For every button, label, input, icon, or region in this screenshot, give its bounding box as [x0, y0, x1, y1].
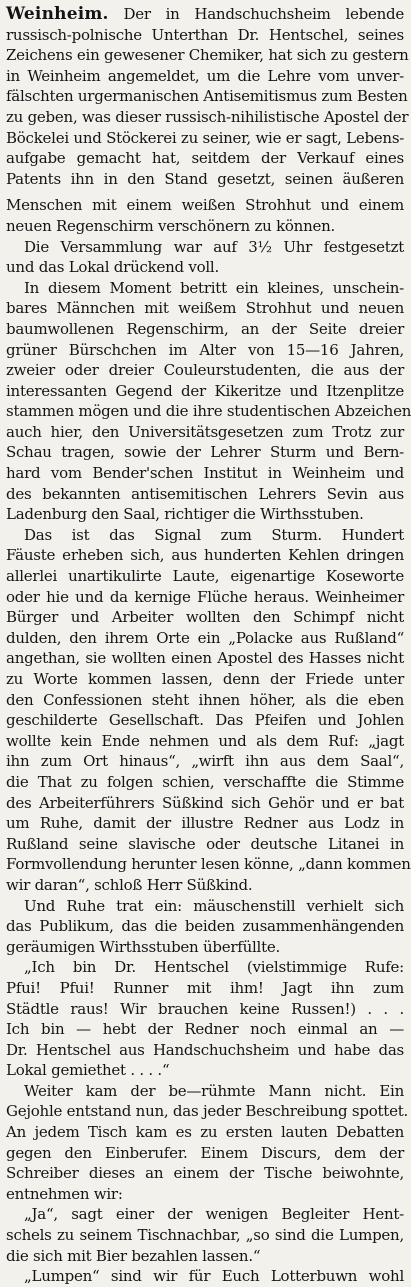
- text-line: Lokal gemiethet . . . .“: [6, 1061, 170, 1080]
- text-line: neuen Regenschirm verschönern zu können.: [6, 216, 336, 235]
- text-line: stammen mögen und die ihre studentischen Abzeichen: [6, 402, 411, 421]
- text-line: baumwollenen Regenschirm, an der Seite dreier: [6, 319, 404, 338]
- text-line: den Confessionen steht ihnen höher, als die eben: [6, 690, 404, 709]
- text-line: Gejohle entstand nun, das jeder Beschreibung spottet.: [6, 1102, 408, 1121]
- text-line: „Lumpen“ sind wir für Euch Lotterbuwn wohl: [24, 1267, 404, 1286]
- text-line: Schau tragen, sowie der Lehrer Sturm und Bern-: [6, 443, 404, 462]
- text-line: Weiter kam der be—rühmte Mann nicht. Ein: [24, 1081, 404, 1100]
- text-line: Patents ihn in den Stand gesetzt, seinen äußeren: [6, 169, 404, 188]
- text-line: Rußland seine slavische oder deutsche Litanei in: [6, 834, 404, 853]
- text-line: An jedem Tisch kam es zu ersten lauten Debatten: [6, 1123, 404, 1142]
- text-line: um Ruhe, damit der illustre Redner aus Lodz in: [6, 814, 404, 833]
- text-line: allerlei unartikulirte Laute, eigenartige Koseworte: [6, 567, 404, 586]
- text-line: bares Männchen mit weißem Strohhut und neuen: [6, 299, 404, 318]
- text-line: zu Worte kommen lassen, denn der Friede unter: [6, 670, 404, 688]
- text-line: „Ich bin Dr. Hentschel (vielstimmige Rufe:: [24, 958, 404, 977]
- text-line: Ladenburg den Saal, richtiger die Wirthsstuben.: [6, 505, 364, 524]
- text-line: in Weinheim angemeldet, um die Lehre vom unver-: [6, 66, 404, 85]
- text-line: ihn zum Ort hinaus“, „wirft ihn aus dem Saal“,: [6, 752, 404, 771]
- paragraph-1: [6, 4, 409, 189]
- paragraph-5: [6, 896, 404, 958]
- text-line: Die Versammlung war auf 3½ Uhr festgesetzt: [24, 237, 404, 256]
- paragraph-9: [6, 1266, 404, 1287]
- text-line: Städtle raus! Wir brauchen keine Russen!) . . .: [6, 999, 404, 1018]
- text-line: zweier oder dreier Couleurstudenten, die aus der: [6, 361, 404, 380]
- text-line: Schreiber dieses an einem der Tische beiwohnte,: [6, 1164, 404, 1183]
- text-line: gegen den Einberufer. Einem Discurs, dem der: [6, 1143, 404, 1162]
- text-line: Und Ruhe trat ein: mäuschenstill verhielt sich: [24, 896, 404, 915]
- paragraph-7: [6, 1081, 408, 1205]
- text-line: die sich mit Bier bezahlen lassen.“: [6, 1246, 261, 1265]
- text-line: geräumigen Wirthsstuben überfüllte.: [6, 937, 281, 956]
- text-line: und das Lokal drückend voll.: [6, 258, 219, 277]
- text-line: In diesem Moment betritt ein kleines, unschein-: [24, 278, 404, 297]
- text-line: russisch-polnische Unterthan Dr. Hentschel, seines: [6, 25, 404, 44]
- text-line: Zeichens ein gewesener Chemiker, hat sich zu gestern: [6, 46, 409, 65]
- text-line: Dr. Hentschel aus Handschuchsheim und habe das: [6, 1040, 404, 1059]
- text-line: Böckelei und Stöckerei zu seiner, wie er sagt, Lebens-: [6, 128, 405, 147]
- text-line: interessanten Gegend der Kikeritze und Itzenplitze: [6, 381, 404, 400]
- paragraph-3: [6, 278, 411, 525]
- text-line: Das ist das Signal zum Sturm. Hundert: [24, 525, 404, 544]
- text-line: zu geben, was dieser russisch-nihilistische Apostel der: [6, 107, 409, 126]
- text-line: Formvollendung herunter lesen könne, „dann kommen: [6, 855, 411, 874]
- paragraph-4: [6, 525, 411, 896]
- text-line: hard vom Bender'schen Institut in Weinheim und: [6, 464, 404, 483]
- text-line: Bürger und Arbeiter wollten den Schimpf nicht: [6, 608, 404, 627]
- paragraph-6: [6, 957, 404, 1081]
- text-line: wir daran“, schloß Herr Süßkind.: [6, 875, 253, 894]
- text-line: auch hier, den Universitätsgesetzen zum Trotz zur: [6, 422, 404, 441]
- text-line: das Publikum, das die beiden zusammenhängenden: [6, 917, 404, 936]
- text-line: „Ja“, sagt einer der wenigen Begleiter Hent-: [24, 1205, 404, 1224]
- text-line: grüner Bürschchen im Alter von 15—16 Jahren,: [6, 340, 404, 359]
- text-line: des bekannten antisemitischen Lehrers Sevin aus: [6, 484, 404, 503]
- text-line: dulden, den ihrem Orte ein „Polacke aus Rußland“: [6, 628, 404, 647]
- text-line: die That zu folgen schien, verschaffte die Stimme: [6, 772, 404, 791]
- text-line: geschilderte Gesellschaft. Das Pfeifen und Johlen: [6, 711, 404, 730]
- dateline: Weinheim.: [6, 4, 109, 24]
- text-line: entnehmen wir:: [6, 1184, 123, 1203]
- text-line: angethan, sie wollten einen Apostel des Hasses nicht: [6, 649, 404, 668]
- text-line: Weinheim. Der in Handschuchsheim lebende: [6, 4, 404, 24]
- paragraph-1b: [6, 195, 404, 236]
- text-line: Pfui! Pfui! Runner mit ihm! Jagt ihn zum: [6, 978, 404, 997]
- paragraph-8: [6, 1204, 404, 1266]
- text-line: des Arbeiterführers Süßkind sich Gehör und er bat: [6, 793, 404, 812]
- paragraph-2: [6, 237, 404, 278]
- text-line: wollte kein Ende nehmen und als dem Ruf: „jagt: [6, 731, 404, 750]
- text-line: Ich bin — hebt der Redner noch einmal an —: [6, 1020, 404, 1039]
- text-line: schels zu seinem Tischnachbar, „so sind die Lumpen,: [6, 1226, 404, 1245]
- text-line: fälschten urgermanischen Antisemitismus zum Besten: [6, 87, 408, 106]
- text-line: Fäuste erheben sich, aus hunderten Kehlen dringen: [6, 546, 404, 565]
- text-line: aufgabe gemacht hat, seitdem der Verkauf eines: [6, 149, 404, 168]
- text-line: Menschen mit einem weißen Strohhut und einem: [6, 196, 404, 215]
- text-line: oder hie und da kernige Flüche heraus. Weinheimer: [6, 587, 404, 606]
